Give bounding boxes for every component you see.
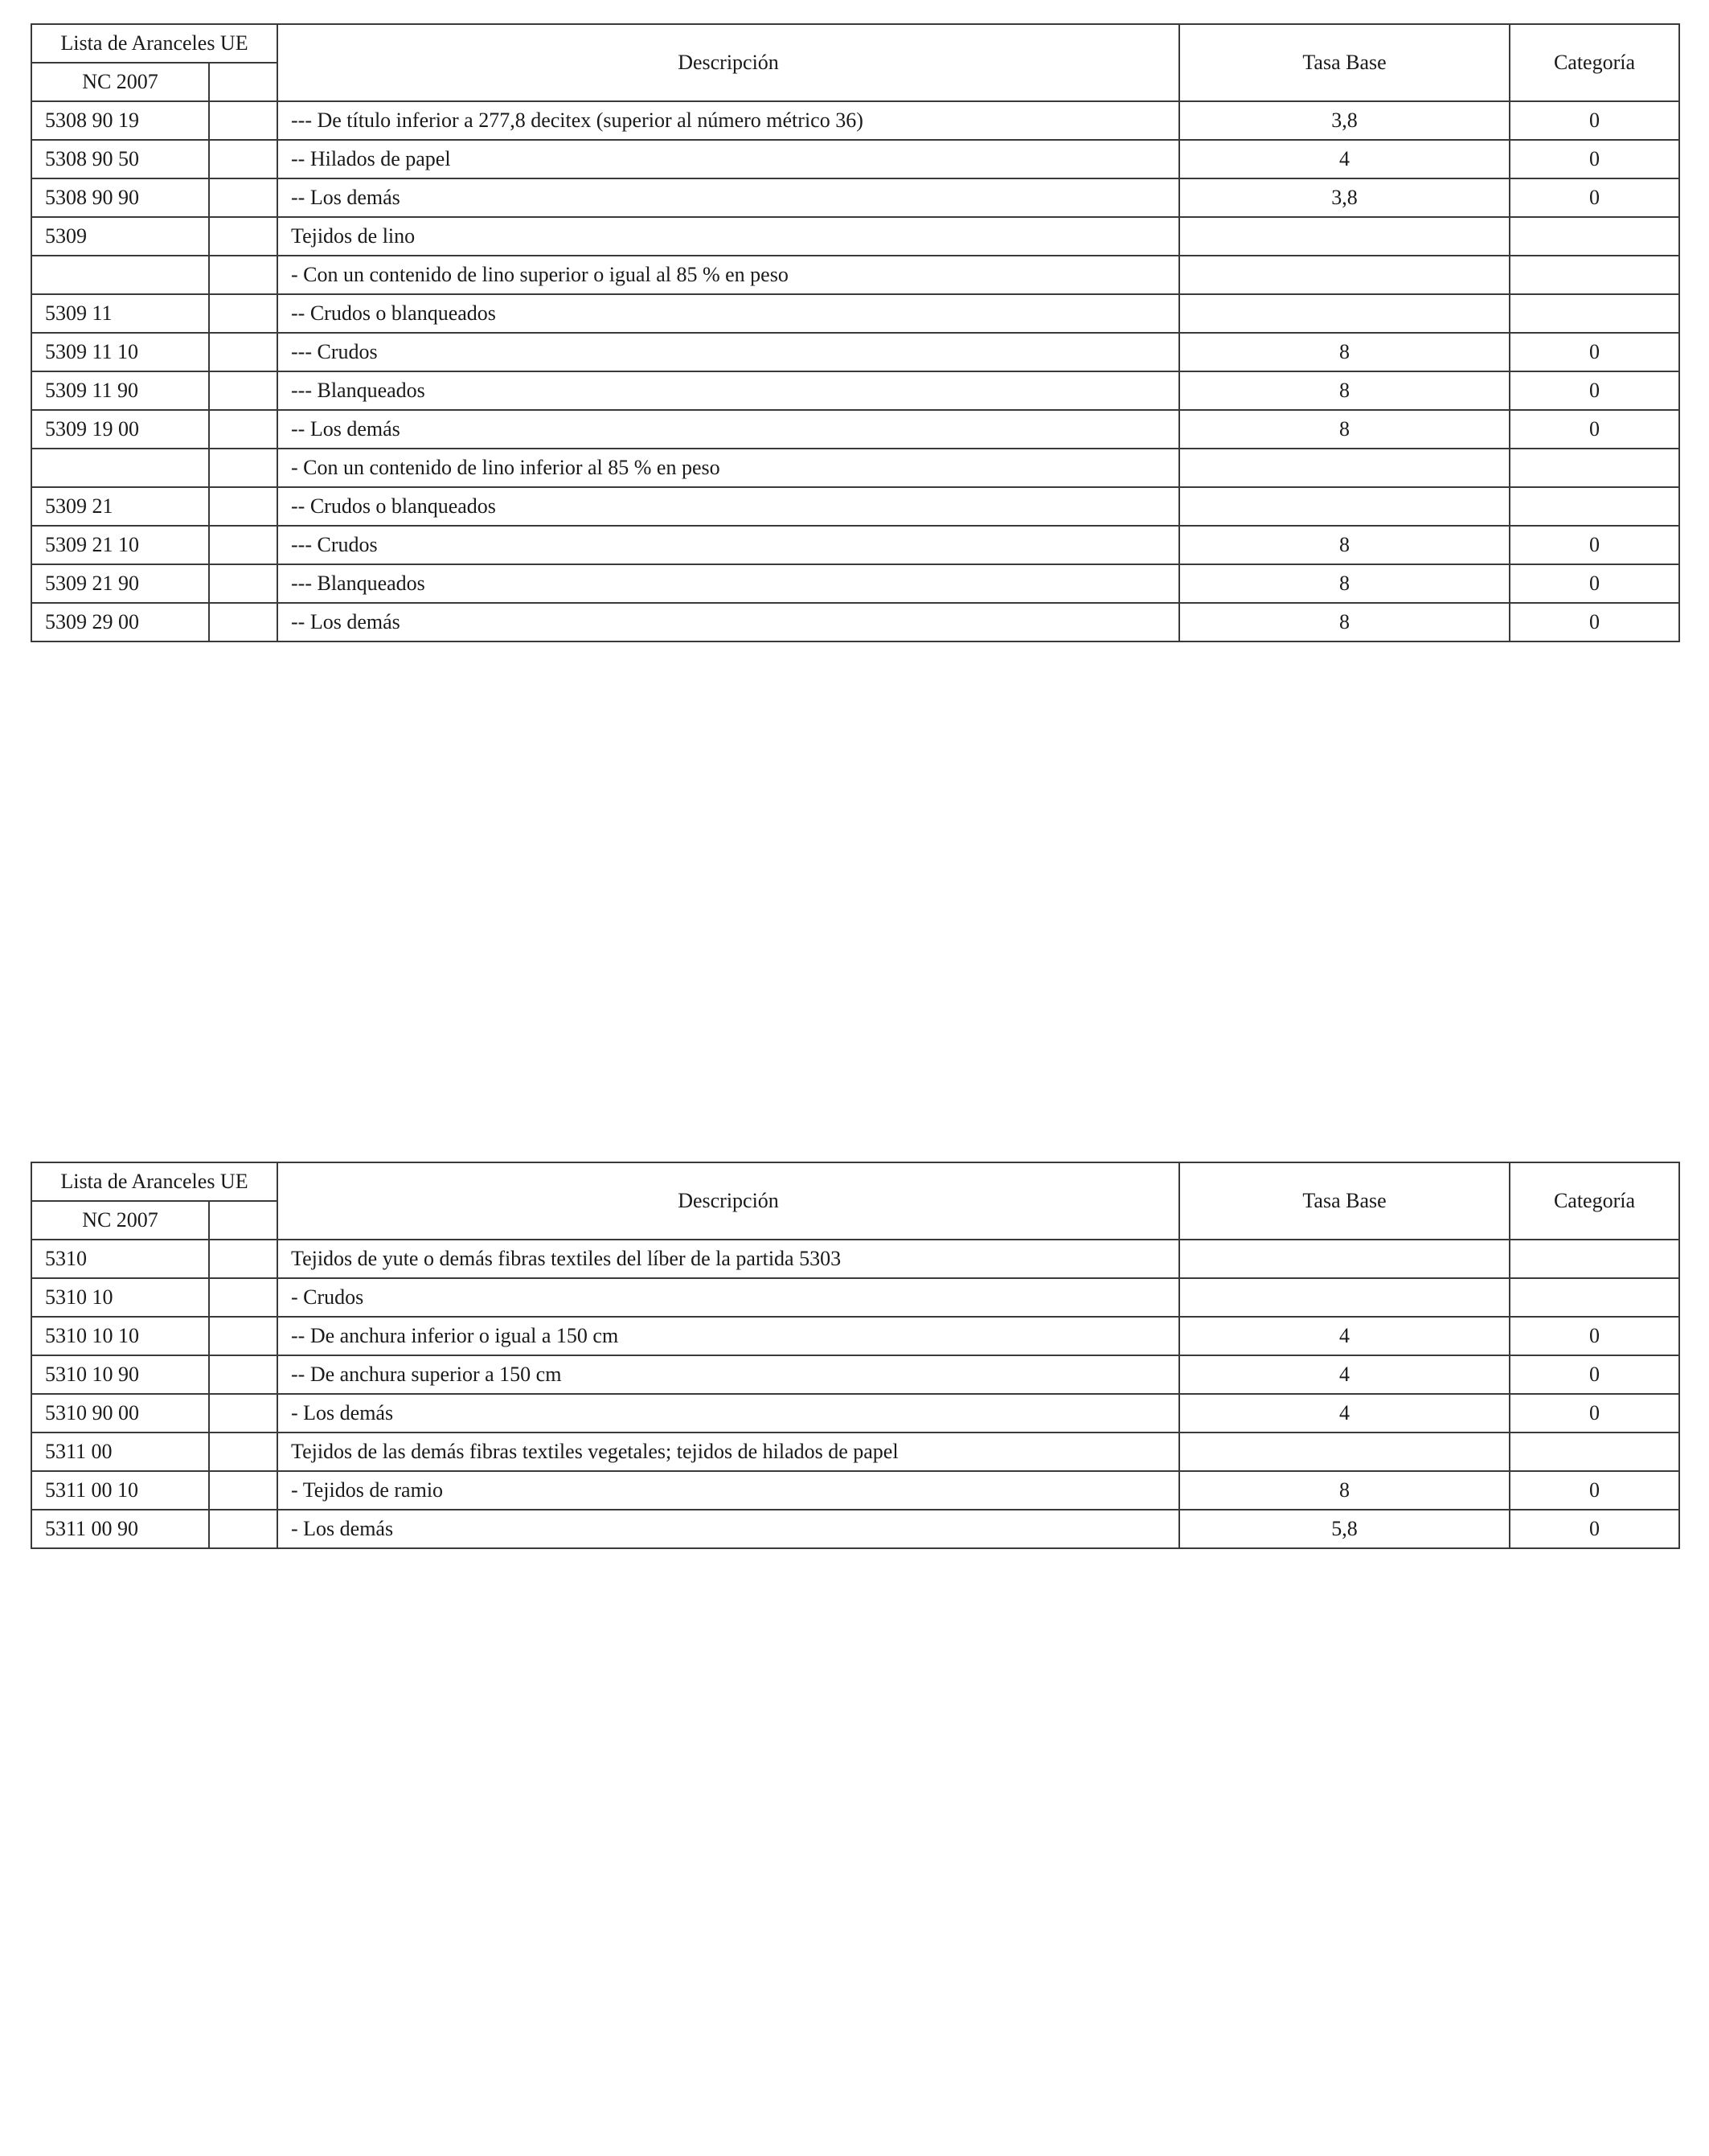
cell-tasa-base xyxy=(1179,294,1510,333)
cell-empty xyxy=(209,526,277,564)
cell-code: 5308 90 50 xyxy=(31,140,209,178)
cell-tasa-base xyxy=(1179,1278,1510,1317)
cell-code: 5308 90 19 xyxy=(31,101,209,140)
cell-description: --- Crudos xyxy=(277,526,1179,564)
cell-tasa-base: 4 xyxy=(1179,1355,1510,1394)
cell-tasa-base: 8 xyxy=(1179,564,1510,603)
table-row xyxy=(31,371,1679,410)
cell-empty xyxy=(209,1510,277,1548)
cell-empty xyxy=(209,1394,277,1433)
cell-description: -- Los demás xyxy=(277,178,1179,217)
table-row xyxy=(31,1317,1679,1355)
cell-description: --- Blanqueados xyxy=(277,371,1179,410)
cell-empty xyxy=(209,256,277,294)
cell-categoria xyxy=(1510,256,1679,294)
table-row xyxy=(31,1433,1679,1471)
cell-categoria: 0 xyxy=(1510,1317,1679,1355)
table-row xyxy=(31,487,1679,526)
cell-code: 5309 11 xyxy=(31,294,209,333)
cell-categoria: 0 xyxy=(1510,1355,1679,1394)
cell-tasa-base: 8 xyxy=(1179,371,1510,410)
cell-code: 5309 11 10 xyxy=(31,333,209,371)
cell-tasa-base: 4 xyxy=(1179,140,1510,178)
cell-description: - Con un contenido de lino superior o igual al 85 % en peso xyxy=(277,256,1179,294)
table-row xyxy=(31,1394,1679,1433)
cell-description: - Los demás xyxy=(277,1510,1179,1548)
table-row xyxy=(31,449,1679,487)
cell-empty xyxy=(209,333,277,371)
cell-description: --- Crudos xyxy=(277,333,1179,371)
cell-empty xyxy=(209,371,277,410)
cell-code: 5311 00 90 xyxy=(31,1510,209,1548)
cell-description: - Con un contenido de lino inferior al 85 % en peso xyxy=(277,449,1179,487)
cell-code: 5309 21 90 xyxy=(31,564,209,603)
cell-categoria: 0 xyxy=(1510,526,1679,564)
header-lista-aranceles: Lista de Aranceles UE xyxy=(31,1162,277,1201)
cell-categoria: 0 xyxy=(1510,178,1679,217)
cell-empty xyxy=(209,1240,277,1278)
cell-description: - Los demás xyxy=(277,1394,1179,1433)
header-row xyxy=(31,1162,1679,1201)
header-categoria: Categoría xyxy=(1510,24,1679,101)
table-row xyxy=(31,256,1679,294)
cell-categoria xyxy=(1510,487,1679,526)
cell-empty xyxy=(209,1433,277,1471)
cell-empty xyxy=(209,294,277,333)
cell-empty xyxy=(209,1471,277,1510)
header-tasa-base: Tasa Base xyxy=(1179,24,1510,101)
cell-code: 5310 xyxy=(31,1240,209,1278)
cell-description: -- Crudos o blanqueados xyxy=(277,487,1179,526)
tariff-table-body xyxy=(31,24,1679,641)
cell-empty xyxy=(209,140,277,178)
header-empty-cell xyxy=(209,1201,277,1240)
cell-tasa-base xyxy=(1179,487,1510,526)
cell-categoria: 0 xyxy=(1510,1471,1679,1510)
cell-tasa-base: 3,8 xyxy=(1179,178,1510,217)
tariff-table-1 xyxy=(31,23,1680,642)
cell-code: 5309 xyxy=(31,217,209,256)
cell-categoria: 0 xyxy=(1510,333,1679,371)
cell-code: 5309 21 10 xyxy=(31,526,209,564)
cell-tasa-base: 4 xyxy=(1179,1317,1510,1355)
table-row xyxy=(31,564,1679,603)
cell-tasa-base xyxy=(1179,449,1510,487)
table-row xyxy=(31,1471,1679,1510)
cell-empty xyxy=(209,1317,277,1355)
cell-code: 5310 90 00 xyxy=(31,1394,209,1433)
cell-tasa-base xyxy=(1179,1433,1510,1471)
cell-empty xyxy=(209,1278,277,1317)
table-row xyxy=(31,1510,1679,1548)
tariff-table-body xyxy=(31,1162,1679,1548)
cell-empty xyxy=(209,178,277,217)
cell-empty xyxy=(209,564,277,603)
cell-description: Tejidos de las demás fibras textiles vegetales; tejidos de hilados de papel xyxy=(277,1433,1179,1471)
cell-categoria xyxy=(1510,1278,1679,1317)
cell-categoria xyxy=(1510,1240,1679,1278)
cell-description: -- Los demás xyxy=(277,603,1179,641)
cell-categoria: 0 xyxy=(1510,140,1679,178)
header-row xyxy=(31,24,1679,63)
cell-categoria: 0 xyxy=(1510,1510,1679,1548)
cell-empty xyxy=(209,449,277,487)
cell-empty xyxy=(209,410,277,449)
table-row xyxy=(31,294,1679,333)
cell-categoria xyxy=(1510,449,1679,487)
cell-tasa-base: 8 xyxy=(1179,1471,1510,1510)
cell-tasa-base xyxy=(1179,1240,1510,1278)
header-categoria: Categoría xyxy=(1510,1162,1679,1240)
cell-description: Tejidos de lino xyxy=(277,217,1179,256)
header-tasa-base: Tasa Base xyxy=(1179,1162,1510,1240)
cell-code: 5310 10 90 xyxy=(31,1355,209,1394)
cell-description: - Crudos xyxy=(277,1278,1179,1317)
cell-description: -- De anchura inferior o igual a 150 cm xyxy=(277,1317,1179,1355)
header-nc-2007: NC 2007 xyxy=(31,1201,209,1240)
cell-categoria xyxy=(1510,217,1679,256)
header-lista-aranceles: Lista de Aranceles UE xyxy=(31,24,277,63)
cell-categoria: 0 xyxy=(1510,564,1679,603)
table-row xyxy=(31,603,1679,641)
cell-code: 5309 11 90 xyxy=(31,371,209,410)
cell-description: Tejidos de yute o demás fibras textiles del líber de la partida 5303 xyxy=(277,1240,1179,1278)
cell-description: -- De anchura superior a 150 cm xyxy=(277,1355,1179,1394)
cell-categoria xyxy=(1510,1433,1679,1471)
cell-tasa-base: 8 xyxy=(1179,410,1510,449)
table-row xyxy=(31,217,1679,256)
table-row xyxy=(31,1278,1679,1317)
table-row xyxy=(31,333,1679,371)
tariff-table-2 xyxy=(31,1162,1680,1549)
cell-code: 5311 00 10 xyxy=(31,1471,209,1510)
cell-description: --- De título inferior a 277,8 decitex (superior al número métrico 36) xyxy=(277,101,1179,140)
cell-tasa-base: 8 xyxy=(1179,526,1510,564)
table-row xyxy=(31,101,1679,140)
table-row xyxy=(31,1240,1679,1278)
cell-tasa-base: 8 xyxy=(1179,603,1510,641)
header-descripcion: Descripción xyxy=(277,24,1179,101)
cell-code: 5309 21 xyxy=(31,487,209,526)
cell-tasa-base: 5,8 xyxy=(1179,1510,1510,1548)
cell-categoria: 0 xyxy=(1510,410,1679,449)
cell-empty xyxy=(209,603,277,641)
table-row xyxy=(31,178,1679,217)
cell-tasa-base: 3,8 xyxy=(1179,101,1510,140)
cell-tasa-base xyxy=(1179,217,1510,256)
cell-code xyxy=(31,449,209,487)
cell-empty xyxy=(209,217,277,256)
cell-description: --- Blanqueados xyxy=(277,564,1179,603)
cell-categoria: 0 xyxy=(1510,371,1679,410)
cell-description: -- Los demás xyxy=(277,410,1179,449)
header-descripcion: Descripción xyxy=(277,1162,1179,1240)
cell-categoria: 0 xyxy=(1510,101,1679,140)
cell-code: 5309 29 00 xyxy=(31,603,209,641)
table-row xyxy=(31,140,1679,178)
cell-code: 5311 00 xyxy=(31,1433,209,1471)
cell-description: -- Hilados de papel xyxy=(277,140,1179,178)
cell-code xyxy=(31,256,209,294)
table-row xyxy=(31,1355,1679,1394)
cell-code: 5308 90 90 xyxy=(31,178,209,217)
cell-empty xyxy=(209,101,277,140)
cell-code: 5309 19 00 xyxy=(31,410,209,449)
table-row xyxy=(31,526,1679,564)
cell-tasa-base: 8 xyxy=(1179,333,1510,371)
cell-empty xyxy=(209,487,277,526)
cell-code: 5310 10 10 xyxy=(31,1317,209,1355)
cell-categoria: 0 xyxy=(1510,603,1679,641)
cell-code: 5310 10 xyxy=(31,1278,209,1317)
cell-empty xyxy=(209,1355,277,1394)
cell-tasa-base: 4 xyxy=(1179,1394,1510,1433)
cell-description: -- Crudos o blanqueados xyxy=(277,294,1179,333)
table-row xyxy=(31,410,1679,449)
header-empty-cell xyxy=(209,63,277,101)
header-nc-2007: NC 2007 xyxy=(31,63,209,101)
cell-description: - Tejidos de ramio xyxy=(277,1471,1179,1510)
cell-categoria: 0 xyxy=(1510,1394,1679,1433)
cell-categoria xyxy=(1510,294,1679,333)
cell-tasa-base xyxy=(1179,256,1510,294)
